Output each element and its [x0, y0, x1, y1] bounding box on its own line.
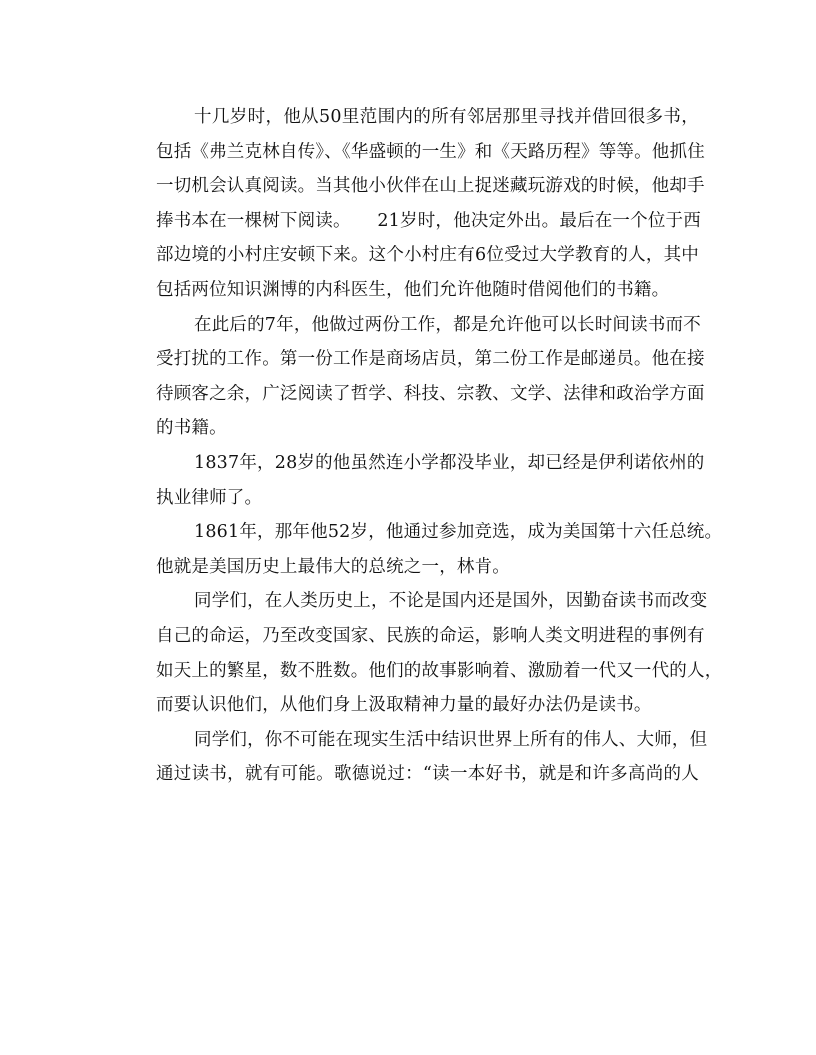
text-line: 1861年，那年他52岁，他通过参加竞选，成为美国第十六任总统。	[194, 522, 723, 543]
paragraph-4	[121, 515, 723, 584]
text-line: 自己的命运，乃至改变国家、民族的命运，影响人类文明进程的事例有	[156, 625, 705, 646]
text-line: 包括两位知识渊博的内科医生，他们允许他随时借阅他们的书籍。	[156, 279, 670, 300]
paragraph-6	[121, 723, 708, 792]
text-line: 受打扰的工作。第一份工作是商场店员，第二份工作是邮递员。他在接	[156, 349, 705, 370]
paragraph-5	[121, 584, 723, 722]
text-line: 执业律师了。	[156, 487, 263, 508]
text-line: 的书籍。	[156, 418, 227, 439]
text-line: 他就是美国历史上最伟大的总统之一，林肯。	[156, 556, 510, 577]
text-line: 1837年，28岁的他虽然连小学都没毕业，却已经是伊利诺依州的	[194, 452, 705, 473]
text-line: 待顾客之余，广泛阅读了哲学、科技、宗教、文学、法律和政治学方面	[156, 383, 705, 404]
text-line: 包括《弗兰克林自传》、《华盛顿的一生》和《天路历程》等等。他抓住	[156, 141, 705, 162]
document-body	[121, 100, 723, 792]
text-line: 如天上的繁星，数不胜数。他们的故事影响着、激励着一代又一代的人，	[156, 660, 723, 681]
text-line: 一切机会认真阅读。当其他小伙伴在山上捉迷藏玩游戏的时候，他却手	[156, 176, 705, 197]
text-line: 十几岁时，他从50里范围内的所有邻居那里寻找并借回很多书，	[194, 107, 699, 127]
text-line: 部边境的小村庄安顿下来。这个小村庄有6位受过大学教育的人，其中	[156, 245, 699, 266]
text-line: 同学们，你不可能在现实生活中结识世界上所有的伟人、大师，但	[194, 729, 708, 750]
text-line: 而要认识他们，从他们身上汲取精神力量的最好办法仍是读书。	[156, 695, 652, 716]
paragraph-2	[121, 308, 705, 446]
paragraph-1	[121, 100, 705, 308]
text-line: 在此后的7年，他做过两份工作，都是允许他可以长时间读书而不	[194, 314, 701, 335]
paragraph-3	[121, 446, 705, 515]
text-line: 同学们，在人类历史上，不论是国内还是国外，因勤奋读书而改变	[194, 591, 708, 612]
text-line: 通过读书，就有可能。歌德说过：“读一本好书，就是和许多高尚的人	[156, 764, 699, 785]
text-line: 捧书本在一棵树下阅读。 21岁时，他决定外出。最后在一个位于西	[156, 210, 701, 231]
